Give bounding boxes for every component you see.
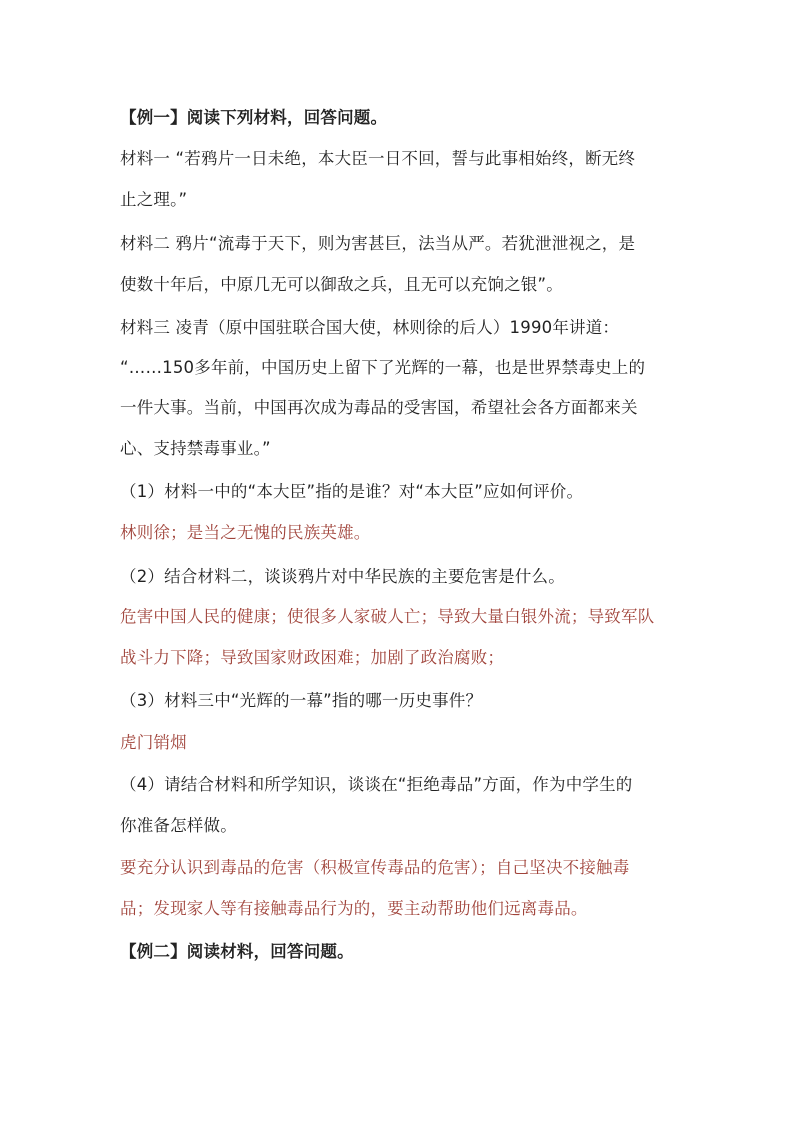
material1-line1: 材料一 “若鸦片一日未绝，本大臣一日不回，誓与此事相始终，断无终	[120, 149, 636, 168]
material2-line2: 使数十年后，中原几无可以御敌之兵，且无可以充饷之银”。	[120, 275, 563, 294]
question-4-line1: （4）请结合材料和所学知识，谈谈在“拒绝毒品”方面，作为中学生的	[120, 775, 633, 794]
material2-line1: 材料二 鸦片“流毒于天下，则为害甚巨，法当从严。若犹泄泄视之，是	[120, 234, 636, 253]
question-2: （2）结合材料二，谈谈鸦片对中华民族的主要危害是什么。	[120, 567, 565, 586]
material1-line2: 止之理。”	[120, 190, 188, 209]
answer-2-line2: 战斗力下降；导致国家财政困难；加剧了政治腐败；	[120, 648, 505, 667]
question-3: （3）材料三中“光辉的一幕”指的哪一历史事件？	[120, 691, 483, 710]
material3-line2: “……150多年前，中国历史上留下了光辉的一幕，也是世界禁毒史上的	[120, 358, 646, 377]
answer-3: 虎门销烟	[120, 733, 187, 752]
question-1: （1）材料一中的“本大臣”指的是谁？对“本大臣”应如何评价。	[120, 482, 584, 501]
material3-line3: 一件大事。当前，中国再次成为毒品的受害国，希望社会各方面都来关	[120, 398, 638, 417]
material3-line1: 材料三 凌青（原中国驻联合国大使，林则徐的后人）1990年讲道：	[120, 318, 620, 337]
example1-heading: 【例一】阅读下列材料，回答问题。	[120, 108, 388, 127]
answer-4-line2: 品；发现家人等有接触毒品行为的，要主动帮助他们远离毒品。	[120, 899, 588, 918]
answer-2-line1: 危害中国人民的健康；使很多人家破人亡；导致大量白银外流；导致军队	[120, 607, 655, 626]
question-4-line2: 你准备怎样做。	[120, 816, 237, 835]
material3-line4: 心、支持禁毒事业。”	[120, 439, 271, 458]
answer-1: 林则徐；是当之无愧的民族英雄。	[120, 523, 371, 542]
answer-4-line1: 要充分认识到毒品的危害（积极宣传毒品的危害）；自己坚决不接触毒	[120, 858, 630, 877]
example2-heading: 【例二】阅读材料，回答问题。	[120, 942, 354, 961]
